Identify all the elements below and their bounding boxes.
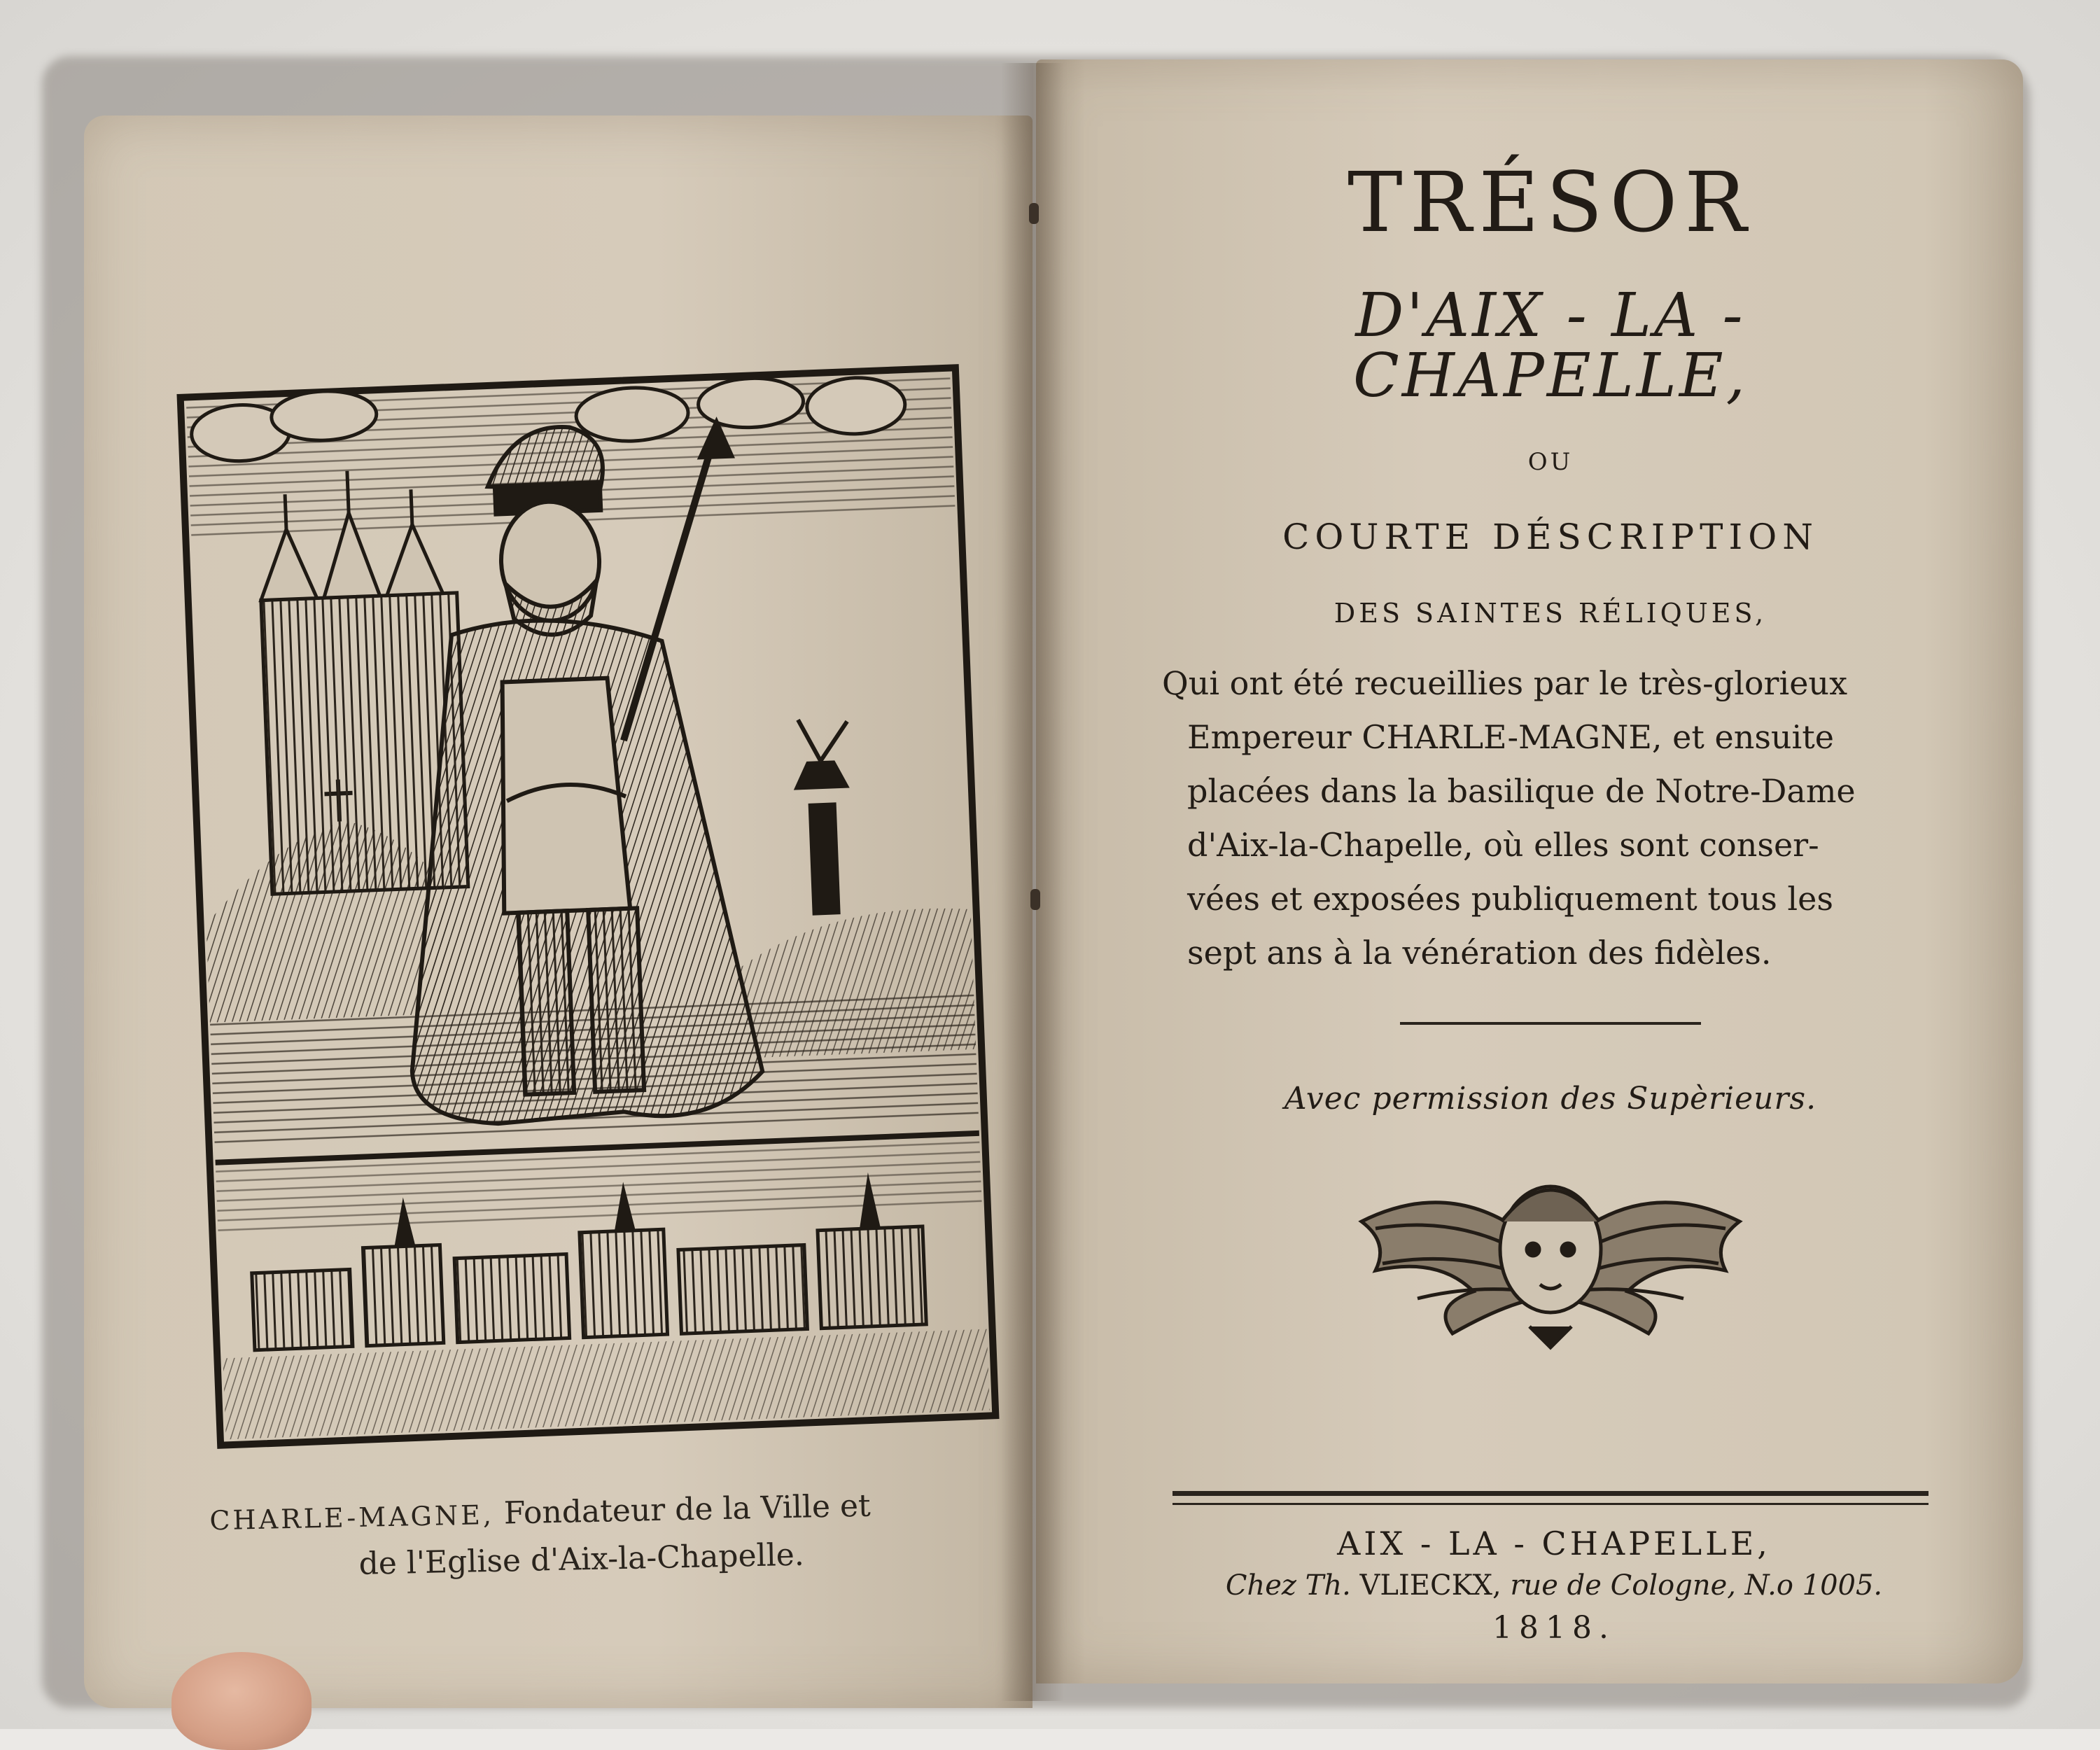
conjunction-ou: OU bbox=[1527, 448, 1574, 476]
woodcut-caption bbox=[209, 1479, 1037, 1592]
caption-line2: de l'Eglise d'Aix-la-Chapelle. bbox=[358, 1536, 805, 1583]
imprint-printer: VLIECKX, bbox=[1359, 1569, 1502, 1602]
imprint-printer-line bbox=[1162, 1569, 1946, 1602]
imprint-city: AIX - LA - CHAPELLE, bbox=[1337, 1525, 1771, 1562]
caption-name: CHARLE-MAGNE, bbox=[209, 1499, 495, 1536]
subtitle-courte: COURTE DÉSCRIPTION bbox=[1282, 517, 1819, 557]
caption-line1-rest: Fondateur de la Ville et bbox=[503, 1488, 872, 1532]
description-line: Qui ont été recueillies par le très-glorieux bbox=[1162, 664, 1848, 702]
binding-hole bbox=[1029, 203, 1039, 224]
imprint bbox=[1162, 1525, 1946, 1646]
book-gutter bbox=[1001, 63, 1064, 1701]
description-line: sept ans à la vénération des fidèles. bbox=[1187, 934, 1772, 972]
subtitle-saintes: DES SAINTES RÉLIQUES, bbox=[1334, 598, 1768, 629]
thumb bbox=[172, 1652, 312, 1750]
imprint-address: rue de Cologne, N.o 1005. bbox=[1510, 1569, 1883, 1602]
imprint-year: 1818. bbox=[1492, 1610, 1616, 1646]
description-line: d'Aix-la-Chapelle, où elles sont conser- bbox=[1187, 826, 1819, 864]
permission-note: Avec permission des Supèrieurs. bbox=[1284, 1081, 1817, 1116]
winged-cherub-ornament bbox=[1334, 1144, 1768, 1354]
description-paragraph bbox=[1155, 657, 1946, 980]
description-line: Empereur CHARLE-MAGNE, et ensuite bbox=[1187, 718, 1834, 756]
divider-rule bbox=[1400, 1022, 1701, 1025]
imprint-double-rule bbox=[1172, 1491, 1928, 1505]
book-title: TRÉSOR bbox=[1347, 154, 1754, 251]
description-line: vées et exposées publiquement tous les bbox=[1187, 880, 1833, 918]
book-subtitle: D'AIX - LA - CHAPELLE, bbox=[1353, 281, 1748, 411]
charlemagne-woodcut-illustration bbox=[176, 363, 1000, 1450]
imprint-chez: Chez Th. bbox=[1225, 1569, 1351, 1602]
title-page-text bbox=[1155, 154, 1946, 1354]
binding-hole bbox=[1030, 889, 1040, 910]
description-line: placées dans la basilique de Notre-Dame bbox=[1187, 772, 1856, 810]
